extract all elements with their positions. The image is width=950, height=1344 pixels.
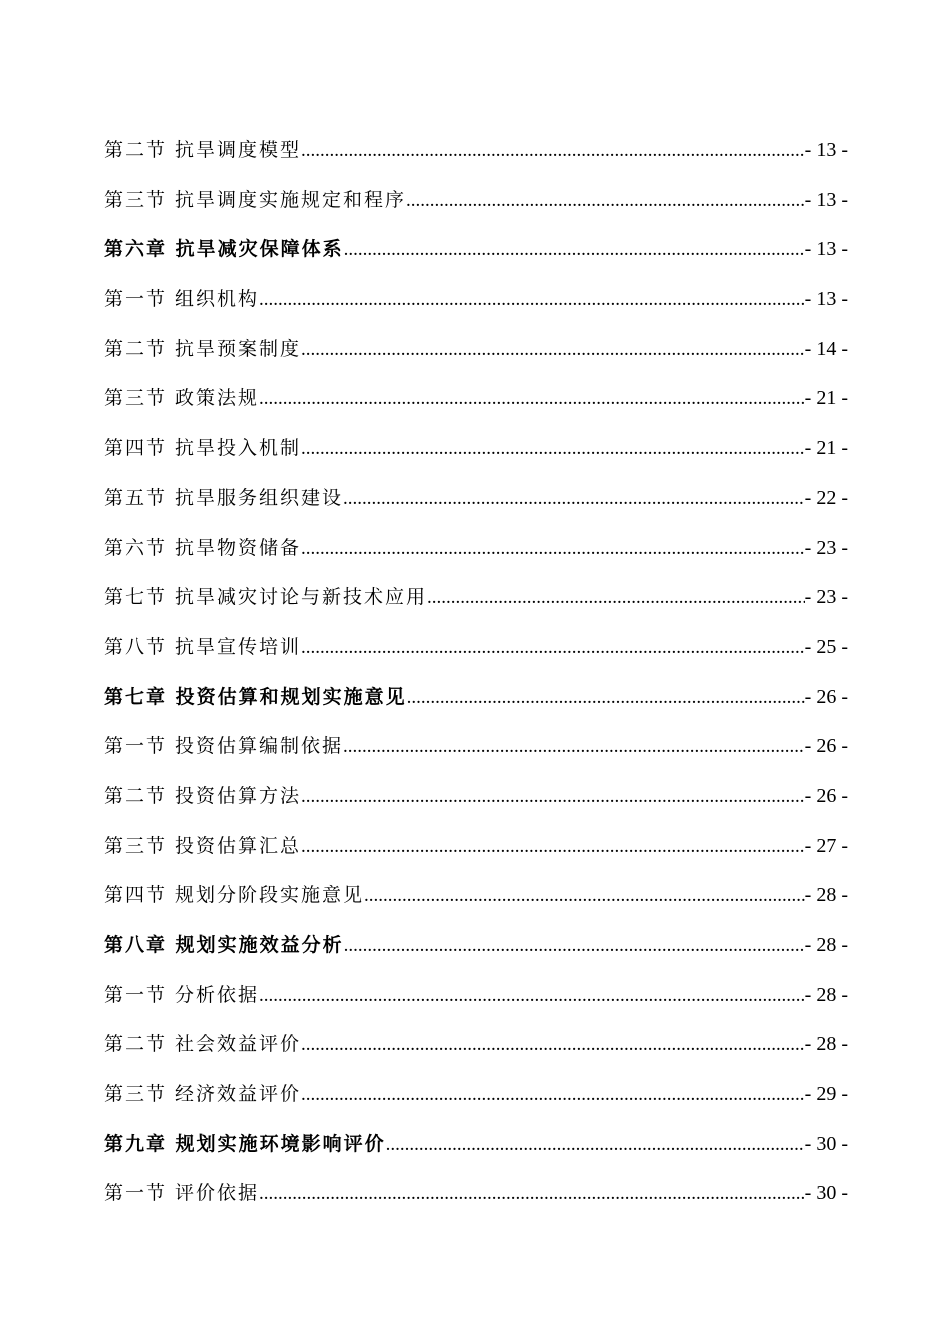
toc-chapter-label: 第七章 投资估算和规划实施意见 [104,685,407,708]
toc-page-number: - 29 - [804,1083,848,1106]
toc-entry-label: 第三节 投资估算汇总 [104,834,302,857]
toc-entry-7[interactable] [104,482,848,532]
toc-entry-14[interactable] [104,830,848,880]
dot-leader [301,1029,805,1061]
toc-entry-18[interactable] [104,1028,848,1078]
dot-leader [259,284,805,316]
toc-entry-label: 第三节 政策法规 [104,387,260,410]
dot-leader [301,334,805,366]
toc-entry-9[interactable] [104,581,848,631]
toc-entry-label: 第七节 抗旱减灾讨论与新技术应用 [104,586,428,609]
toc-entry-2[interactable] [104,233,848,283]
toc-page-number: - 30 - [804,1182,848,1205]
toc-entry-label: 第一节 评价依据 [104,1182,260,1205]
toc-page-number: - 28 - [804,1033,848,1056]
toc-entry-label: 第一节 组织机构 [104,288,260,311]
toc-page-number: - 25 - [804,635,848,658]
dot-leader [259,980,805,1012]
toc-chapter-label: 第六章 抗旱减灾保障体系 [104,238,344,261]
toc-entry-label: 第一节 投资估算编制依据 [104,735,344,758]
dot-leader [343,731,805,763]
toc-page-number: - 28 - [804,884,848,907]
toc-entry-label: 第八节 抗旱宣传培训 [104,635,302,658]
toc-chapter-label: 第九章 规划实施环境影响评价 [104,1132,386,1155]
toc-page-number: - 13 - [804,288,848,311]
toc-entry-5[interactable] [104,382,848,432]
toc-entry-label: 第二节 抗旱预案制度 [104,337,302,360]
toc-page-number: - 28 - [804,934,848,956]
dot-leader [301,781,805,813]
toc-entry-6[interactable] [104,432,848,482]
toc-page-number: - 26 - [804,735,848,758]
toc-entry-label: 第二节 抗旱调度模型 [104,139,302,161]
dot-leader [427,582,805,614]
toc-entry-label: 第三节 抗旱调度实施规定和程序 [104,188,407,211]
toc-entry-label: 第二节 投资估算方法 [104,784,302,807]
dot-leader [343,483,805,515]
toc-entry-15[interactable] [104,879,848,929]
dot-leader [386,1129,805,1161]
toc-entry-label: 第五节 抗旱服务组织建设 [104,486,344,509]
toc-entry-label: 第四节 抗旱投入机制 [104,437,302,460]
dot-leader [301,533,805,565]
dot-leader [344,930,805,962]
toc-entry-11[interactable] [104,681,848,731]
toc-entry-8[interactable] [104,532,848,582]
toc-entry-12[interactable] [104,730,848,780]
toc-entry-21[interactable] [104,1177,848,1227]
toc-page-number: - 13 - [804,188,848,211]
toc-page-number: - 22 - [804,486,848,509]
toc-page-number: - 13 - [804,238,848,261]
toc-entry-0[interactable] [104,134,848,184]
toc-entry-16[interactable] [104,929,848,979]
dot-leader [259,383,805,415]
toc-entry-label: 第三节 经济效益评价 [104,1083,302,1106]
dot-leader [301,433,805,465]
toc-page-number: - 26 - [804,784,848,807]
table-of-contents [104,134,848,1227]
toc-page-number: - 14 - [804,337,848,360]
toc-entry-10[interactable] [104,631,848,681]
toc-entry-19[interactable] [104,1078,848,1128]
toc-entry-17[interactable] [104,979,848,1029]
dot-leader [259,1178,805,1210]
dot-leader [407,682,805,714]
toc-chapter-label: 第八章 规划实施效益分析 [104,934,344,956]
dot-leader [344,234,805,266]
toc-page-number: - 13 - [804,139,848,161]
dot-leader [301,831,805,863]
toc-entry-label: 第二节 社会效益评价 [104,1033,302,1056]
toc-page-number: - 28 - [804,983,848,1006]
toc-page-number: - 23 - [804,536,848,559]
toc-entry-label: 第六节 抗旱物资储备 [104,536,302,559]
toc-page-number: - 21 - [804,387,848,410]
toc-entry-label: 第四节 规划分阶段实施意见 [104,884,365,907]
toc-entry-label: 第一节 分析依据 [104,983,260,1006]
dot-leader [364,880,805,912]
dot-leader [406,185,805,217]
toc-entry-20[interactable] [104,1128,848,1178]
toc-entry-1[interactable] [104,184,848,234]
toc-entry-4[interactable] [104,333,848,383]
dot-leader [301,1079,805,1111]
toc-page-number: - 26 - [804,685,848,708]
dot-leader [301,632,805,664]
toc-page-number: - 27 - [804,834,848,857]
toc-page-number: - 30 - [804,1132,848,1155]
toc-page-number: - 23 - [804,586,848,609]
toc-entry-3[interactable] [104,283,848,333]
toc-page-number: - 21 - [804,437,848,460]
toc-entry-13[interactable] [104,780,848,830]
dot-leader [301,135,805,167]
